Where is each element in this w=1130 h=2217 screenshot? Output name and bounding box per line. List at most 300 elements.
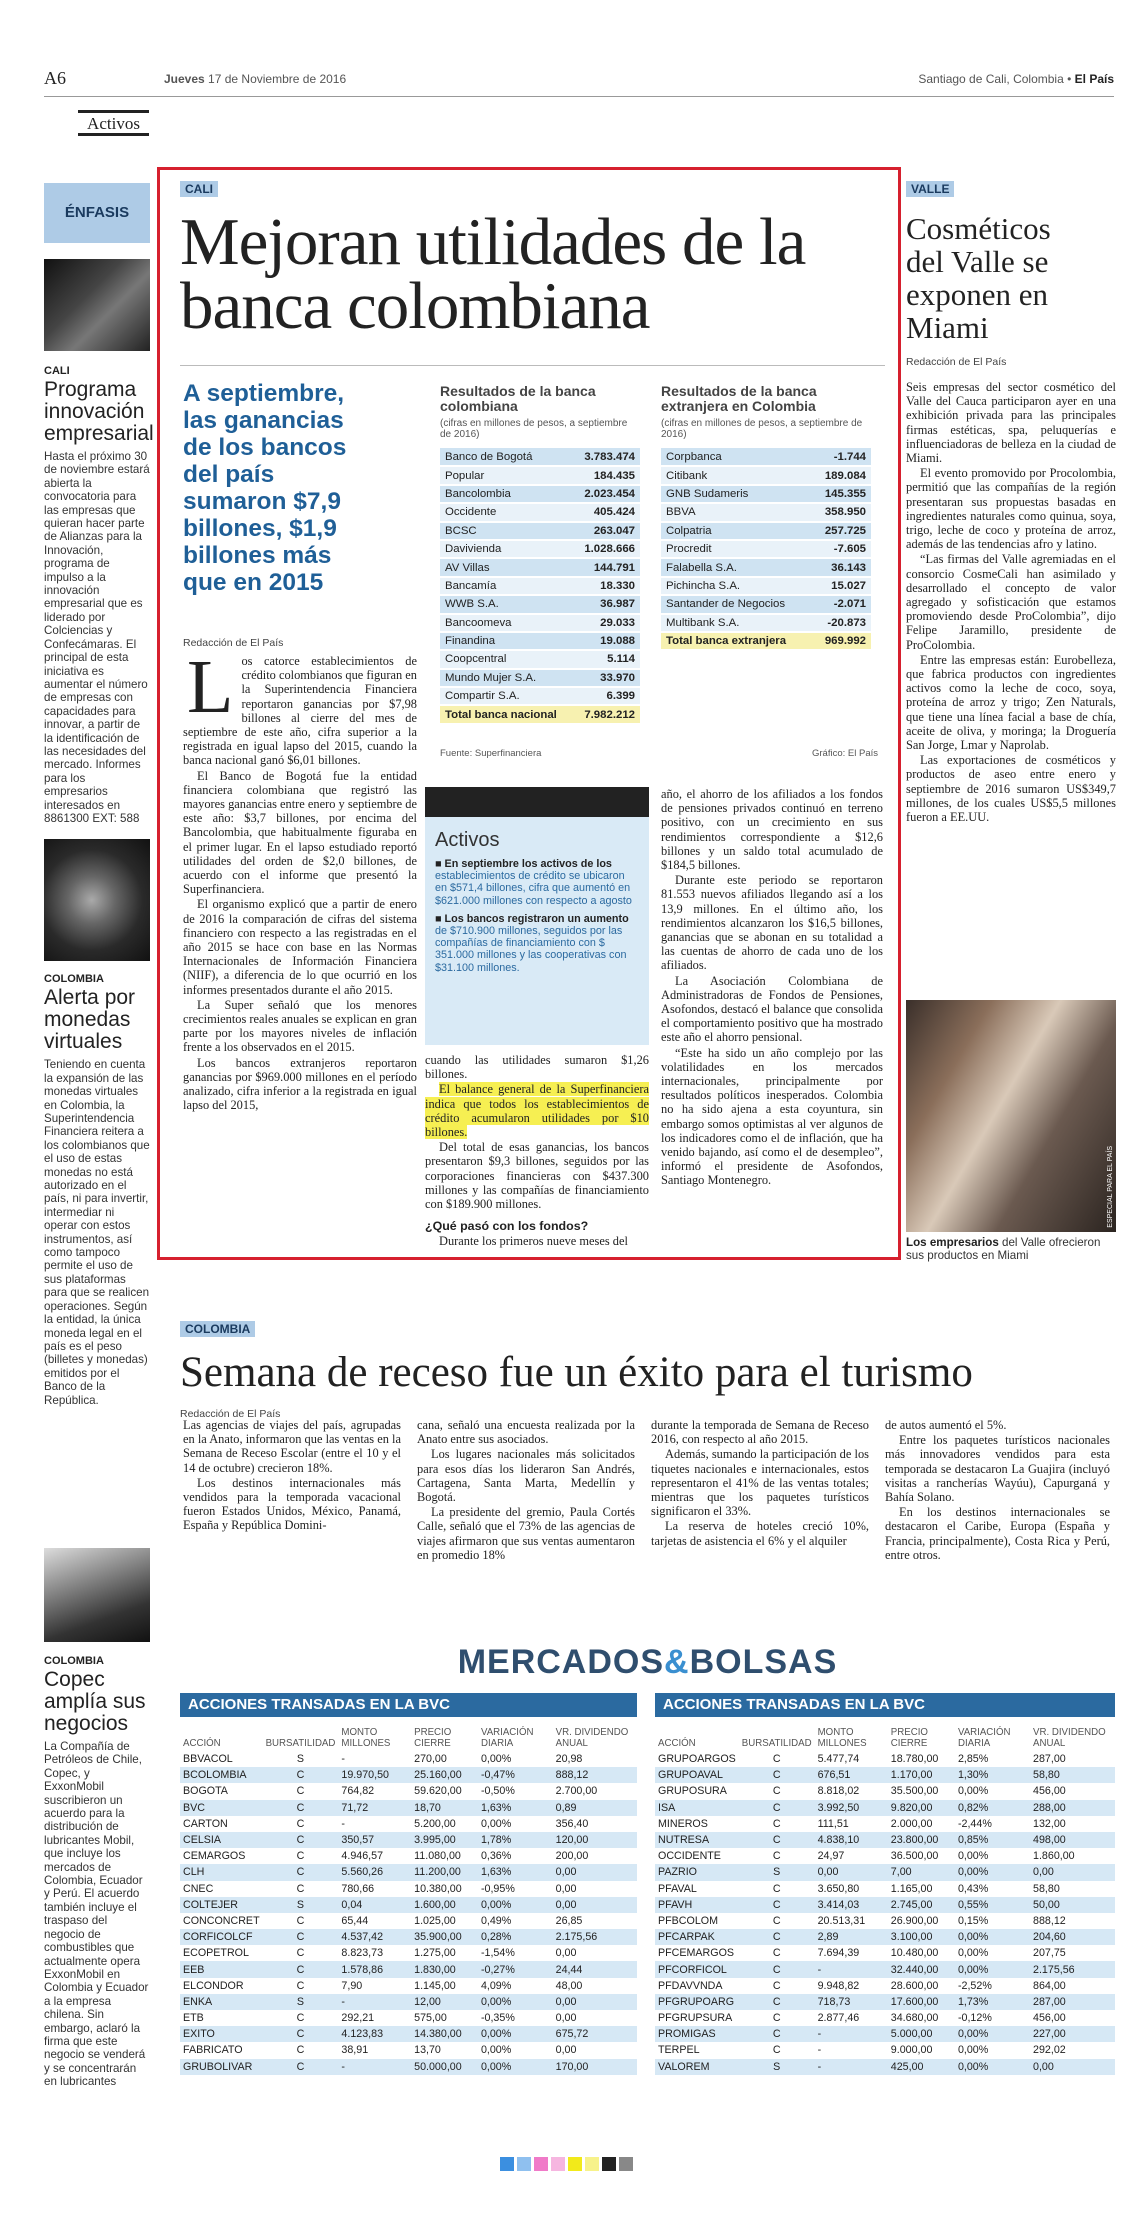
bank-value: 19.088	[573, 632, 640, 650]
stock-symbol: BVC	[180, 1800, 263, 1816]
stock-symbol: CEMARGOS	[183, 1850, 246, 1863]
bank-name: Davivienda	[440, 540, 573, 558]
stock-change: -0,35%	[480, 2012, 515, 2025]
sidebar-headline: Alerta por monedas virtuales	[44, 986, 136, 1054]
stock-liquidity: C	[739, 2026, 815, 2042]
stock-liquidity: C	[739, 1767, 815, 1783]
stock-amount: 0,04	[338, 1897, 411, 1913]
stock-dividend: 288,00	[1030, 1800, 1115, 1816]
right-byline: Redacción de El País	[906, 356, 1007, 368]
stock-change: -0,95%	[480, 1882, 515, 1895]
table-row	[440, 540, 640, 558]
stock-liquidity: C	[263, 1864, 339, 1880]
stock-liquidity: S	[739, 1864, 815, 1880]
stock-price: 17.600,00	[888, 1994, 955, 2010]
bank-name: AV Villas	[440, 558, 573, 576]
bank-value: 969.992	[812, 632, 871, 650]
markets-title	[180, 1643, 1115, 1682]
paragraph: El Banco de Bogotá fue la entidad financiera colombiana que registró las mayores ganancias entre enero y septiembre de este año: $3,7 billones, por encima del Bancolombia, que habitualmente figuraba en el primer lugar. En el lapso estudiado reportó utilidades del orden de $2,0 billones, de acuerdo con el informe que presentó la Superfinanciera.	[183, 768, 417, 897]
stock-change: 0,00%	[957, 1785, 989, 1798]
sidebar-headline: Programa innovación empresarial	[44, 378, 154, 445]
stock-row	[180, 1816, 637, 1832]
bank-name: Falabella S.A.	[661, 558, 812, 576]
paragraph: cuando las utilidades sumaron $1,26 billones.	[425, 1053, 649, 1082]
stock-dividend: 132,00	[1033, 1817, 1066, 1830]
stock-symbol: PFBCOLOM	[658, 1914, 718, 1927]
table-note: (cifras en millones de pesos, a septiembre de 2016)	[661, 418, 863, 440]
stock-change: -2,52%	[957, 1979, 992, 1992]
bank-name: Bancamía	[440, 577, 573, 595]
stock-change: 0,00%	[957, 1850, 989, 1863]
paragraph: durante la temporada de Semana de Receso 2016, con respecto al año 2015.	[651, 1418, 869, 1447]
stock-amount: 764,82	[341, 1785, 375, 1798]
paragraph: Seis empresas del sector cosmético del Valle del Cauca participaron ayer en una exhibición privada para las principales firmas estéticas, spa, peluquerías e influenciadoras de belleza en la ciudad de Miami.	[906, 380, 1116, 466]
color-swatch	[619, 2157, 633, 2171]
stock-price: 1.275,00	[414, 1947, 456, 1960]
stock-change: 0,43%	[957, 1882, 989, 1895]
column-header: ACCIÓN	[183, 1738, 221, 1749]
stock-price: 5.000,00	[888, 2026, 955, 2042]
bank-value: 257.725	[812, 522, 871, 540]
bank-name: Multibank S.A.	[661, 614, 812, 632]
stock-dividend: 675,72	[553, 2026, 637, 2042]
tourism-tag: COLOMBIA	[180, 1321, 255, 1337]
stock-amount: 676,51	[815, 1767, 888, 1783]
stock-amount: 7.694,39	[817, 1947, 860, 1960]
activos-lead: En septiembre los activos de los	[444, 858, 612, 870]
stock-price: 26.900,00	[890, 1914, 939, 1927]
stock-price: 35.500,00	[890, 1785, 939, 1798]
stock-symbol: PAZRIO	[655, 1864, 739, 1880]
column-header: BURSATILIDAD	[741, 1738, 812, 1749]
stock-symbol: PFAVAL	[658, 1882, 697, 1895]
stock-amount: -	[341, 1817, 345, 1830]
stock-row	[655, 1832, 1115, 1848]
bank-name: Finandina	[440, 632, 573, 650]
stock-dividend: 864,00	[1033, 1979, 1066, 1992]
paragraph: Del total de esas ganancias, los bancos presentaron $9,3 billones, seguidos por las corporaciones financieras con $437.300 millones y las compañías de financiamiento con $189.900 millones.	[425, 1140, 649, 1212]
stock-row	[655, 1816, 1115, 1832]
tourism-col-3	[651, 1418, 869, 1549]
stock-amount: 7,90	[341, 1979, 363, 1992]
stock-symbol: TERPEL	[658, 2044, 700, 2057]
stock-dividend: 207,75	[1033, 1947, 1066, 1960]
sidebar-photo-1	[44, 259, 150, 351]
stock-price: 13,70	[414, 2044, 441, 2057]
stock-amount: 71,72	[338, 1800, 411, 1816]
sidebar-photo-3	[44, 1548, 150, 1642]
stock-price: 575,00	[414, 2012, 447, 2025]
stock-liquidity: C	[739, 1961, 815, 1977]
table-row	[661, 503, 871, 521]
stock-row	[180, 1751, 637, 1767]
table-total-row	[661, 632, 871, 650]
stocks-table	[655, 1717, 1115, 2075]
stock-liquidity: C	[263, 1929, 339, 1945]
stock-change: 0,00%	[957, 2044, 989, 2057]
stock-dividend: 2.700,00	[555, 1785, 598, 1798]
stock-price: 10.380,00	[414, 1882, 462, 1895]
stock-change: 0,00%	[955, 1961, 1030, 1977]
table-row	[661, 614, 871, 632]
stock-change: 0,00%	[478, 2026, 553, 2042]
stock-dividend: 170,00	[553, 2059, 637, 2075]
stock-price: 2.745,00	[888, 1897, 955, 1913]
stock-dividend: 0,00	[1030, 2059, 1115, 2075]
stock-row	[655, 1994, 1115, 2010]
photo-credit: ESPECIAL PARA EL PAÍS	[1107, 1146, 1114, 1228]
table-row	[661, 485, 871, 503]
bank-name: Colpatria	[661, 522, 812, 540]
header-paper: El País	[1074, 72, 1114, 86]
table-total-row	[440, 705, 640, 723]
stock-dividend: 1.860,00	[1033, 1850, 1075, 1863]
paragraph: Entre las empresas están: Eurobelleza, que fabrica productos con ingredientes activos como la leche de coco, soya, proteína de arroz y trigo; Zen Naturals, que tiene una línea facial a base de chía, aceite de oliva, y moringa; la Droguería San Jorge, Lmar y Naprolab.	[906, 652, 1116, 753]
stock-change: 0,00%	[955, 2026, 1030, 2042]
stock-row	[180, 1929, 637, 1945]
table-row	[661, 540, 871, 558]
column-header: VARIACIÓN DIARIA	[480, 1727, 534, 1749]
stock-row	[180, 1800, 637, 1816]
paragraph: os catorce establecimientos de crédito colombianos que figuran en la Superintendencia Financiera reportaron ganancias por $7,98 billones al cierre del mes de septiembre de este año, cifra superior a la registrada en igual lapso del 2015, cuando la banca nacional ganó $6,01 billones.	[183, 654, 417, 768]
table-row	[661, 522, 871, 540]
stock-change: 0,00%	[957, 1947, 989, 1960]
table-source: Fuente: Superfinanciera	[440, 748, 542, 759]
stock-change: 1,63%	[478, 1864, 553, 1880]
table-row	[440, 503, 640, 521]
table-row	[440, 687, 640, 705]
bank-name: Occidente	[440, 503, 573, 521]
bank-name: Bancoomeva	[440, 614, 573, 632]
stock-change: 4,09%	[480, 1979, 512, 1992]
stock-price: 1.165,00	[890, 1882, 933, 1895]
stock-row	[655, 1945, 1115, 1961]
stock-amount: 350,57	[338, 1832, 411, 1848]
stock-dividend: 50,00	[1030, 1897, 1115, 1913]
bank-name: Coopcentral	[440, 650, 573, 668]
stock-liquidity: C	[263, 1800, 339, 1816]
sidebar-body: La Compañía de Petróleos de Chile, Copec, y ExxonMobil suscribieron un acuerdo para la distribución de lubricantes Mobil, que incluye los mercados de Colombia, Ecuador y Perú. El acuerdo también incluye el traspaso del negocio de combustibles que actualmente opera ExxonMobil en Colombia y Ecuador a la empresa chilena. Sin embargo, aclaró la firma que este negocio se venderá y se concentrarán en lubricantes	[44, 1740, 149, 2089]
stock-liquidity: C	[263, 1767, 339, 1783]
stock-symbol: FABRICATO	[183, 2044, 243, 2057]
column-header: ACCIÓN	[658, 1738, 696, 1749]
bank-table-national	[440, 384, 640, 725]
table-row	[440, 558, 640, 576]
stock-symbol: EEB	[180, 1961, 263, 1977]
stock-liquidity: C	[739, 1897, 815, 1913]
stock-liquidity: C	[263, 2059, 339, 2075]
stock-change: -1,54%	[480, 1947, 515, 1960]
stock-price: 36.500,00	[890, 1850, 939, 1863]
stock-row	[655, 1897, 1115, 1913]
stock-liquidity: C	[296, 1785, 305, 1798]
stock-symbol: CLH	[180, 1864, 263, 1880]
paragraph: La presidente del gremio, Paula Cortés Calle, señaló que el 73% de las agencias de viajes afirmaron que sus ventas aumentaron en promedio 18%	[417, 1505, 635, 1562]
stock-price: 28.600,00	[890, 1979, 939, 1992]
bank-value: 263.047	[573, 522, 640, 540]
markets-table-title: ACCIONES TRANSADAS EN LA BVC	[180, 1693, 637, 1717]
tourism-col-4	[885, 1418, 1110, 1563]
column-header: PRECIO CIERRE	[890, 1727, 928, 1749]
stock-symbol: ETB	[183, 2012, 204, 2025]
stock-symbol: OCCIDENTE	[658, 1850, 721, 1863]
stock-amount: 4.123,83	[338, 2026, 411, 2042]
stock-amount: 19.970,50	[338, 1767, 411, 1783]
stock-row	[655, 1783, 1115, 1799]
table-row	[661, 595, 871, 613]
stock-price: 7,00	[888, 1864, 955, 1880]
stock-liquidity: C	[296, 1882, 305, 1895]
stock-liquidity: C	[772, 2012, 781, 2025]
caption-bold: Los empresarios	[906, 1236, 999, 1249]
markets-left	[180, 1693, 637, 2075]
stock-dividend: 200,00	[555, 1850, 589, 1863]
bank-name: Corpbanca	[661, 448, 812, 466]
stock-amount: 20.513,31	[817, 1914, 866, 1927]
table-row	[440, 650, 640, 668]
color-swatch	[585, 2157, 599, 2171]
markets-table-title: ACCIONES TRANSADAS EN LA BVC	[655, 1693, 1115, 1717]
stock-dividend: 356,40	[555, 1817, 589, 1830]
stock-symbol: NUTRESA	[655, 1832, 739, 1848]
stock-change: 0,28%	[478, 1929, 553, 1945]
stock-price: 18,70	[411, 1800, 478, 1816]
column-header: VR. DIVIDENDO ANUAL	[1033, 1727, 1106, 1749]
stock-dividend: 2.175,56	[1030, 1961, 1115, 1977]
column-header: PRECIO CIERRE	[414, 1727, 452, 1749]
stock-amount: 2,89	[815, 1929, 888, 1945]
stock-amount: 111,51	[817, 1817, 849, 1830]
highlighted-text: El balance general de la Superfinanciera indica que todos los establecimientos de crédito acumularon utilidades por $10 billones.	[425, 1082, 649, 1140]
main-headline-rule	[180, 365, 885, 366]
sidebar-photo-2	[44, 839, 150, 961]
stock-row	[655, 2026, 1115, 2042]
stock-dividend: 287,00	[1033, 1753, 1066, 1766]
bank-value: -1.744	[812, 448, 871, 466]
bank-value: 36.143	[812, 558, 871, 576]
bank-value: -7.605	[812, 540, 871, 558]
stock-change: -0,27%	[478, 1961, 553, 1977]
stock-liquidity: C	[296, 2012, 305, 2025]
stock-row	[655, 1767, 1115, 1783]
stock-row	[655, 1961, 1115, 1977]
stock-price: 14.380,00	[411, 2026, 478, 2042]
bank-name: Total banca extranjera	[661, 632, 812, 650]
stock-price: 35.900,00	[411, 1929, 478, 1945]
stock-dividend: 888,12	[1033, 1914, 1066, 1927]
stock-liquidity: C	[772, 1753, 781, 1766]
stock-dividend: 20,98	[555, 1753, 583, 1766]
stock-price: 10.480,00	[890, 1947, 939, 1960]
stock-liquidity: C	[772, 1850, 781, 1863]
stock-change: -0,47%	[478, 1767, 553, 1783]
main-byline: Redacción de El País	[183, 637, 284, 649]
table-row	[440, 632, 640, 650]
stock-price: 270,00	[414, 1753, 447, 1766]
stock-amount: 780,66	[341, 1882, 375, 1895]
main-article	[180, 180, 885, 343]
stock-row	[180, 1994, 637, 2010]
color-swatch	[517, 2157, 531, 2171]
stock-dividend: 24,44	[553, 1961, 637, 1977]
stock-symbol: MINEROS	[658, 1817, 708, 1830]
stock-liquidity: C	[263, 1832, 339, 1848]
sidebar-item-1	[44, 365, 154, 825]
stock-row	[655, 1913, 1115, 1929]
stock-change: 1,63%	[478, 1800, 553, 1816]
stock-liquidity: S	[263, 1994, 339, 2010]
stock-dividend: 0,00	[1030, 1864, 1115, 1880]
stock-change: 0,00%	[478, 1897, 553, 1913]
section-label: Activos	[78, 110, 149, 136]
main-col-1	[183, 645, 417, 1114]
dropcap: L	[187, 645, 234, 729]
stock-symbol: ISA	[655, 1800, 739, 1816]
stock-symbol: GRUBOLIVAR	[180, 2059, 263, 2075]
activos-title: Activos	[435, 829, 500, 851]
stock-symbol: PFAVH	[655, 1897, 739, 1913]
bank-table	[440, 448, 640, 725]
main-col-3	[661, 787, 883, 1189]
tourism-article	[180, 1320, 1115, 1420]
color-swatch	[551, 2157, 565, 2171]
stock-price: 2.000,00	[890, 1817, 933, 1830]
stock-dividend: 227,00	[1030, 2026, 1115, 2042]
activos-lead: Los bancos registraron un aumento	[444, 912, 629, 925]
stock-price: 1.025,00	[414, 1914, 456, 1927]
stock-amount: 8.823,73	[341, 1947, 384, 1960]
bank-name: Pichincha S.A.	[661, 577, 812, 595]
stock-change: 0,00%	[478, 2059, 553, 2075]
markets-amp: &	[664, 1643, 690, 1681]
stock-row	[655, 1800, 1115, 1816]
stock-symbol: COLTEJER	[180, 1897, 263, 1913]
stock-change: 1,78%	[478, 1832, 553, 1848]
bank-value: 1.028.666	[573, 540, 640, 558]
stock-row	[180, 1832, 637, 1848]
bank-name: Bancolombia	[440, 485, 573, 503]
bank-value: 184.435	[573, 466, 640, 484]
table-row	[661, 466, 871, 484]
paragraph: “Las firmas del Valle agremiadas en el consorcio CosmeCali han asimilado y desarrollado el concepto de valor agregado y sofisticación que estamos promoviendo desde ProColombia”, dijo Felipe Jaramillo, presidente de ProColombia.	[906, 552, 1116, 652]
stock-row	[180, 2010, 637, 2026]
stock-amount: 2.877,46	[817, 2012, 860, 2025]
table-note: (cifras en millones de pesos, a septiembre de 2016)	[440, 418, 628, 440]
stock-amount: 4.946,57	[341, 1850, 384, 1863]
header-rule	[44, 96, 1114, 97]
stock-price: 18.780,00	[890, 1753, 939, 1766]
stock-change: 0,00%	[480, 1817, 512, 1830]
tourism-col-2	[417, 1418, 635, 1563]
table-row	[440, 614, 640, 632]
main-col-2	[425, 1053, 649, 1250]
main-headline: Mejoran utilidades de la banca colombiana	[180, 205, 806, 343]
bank-value: 144.791	[573, 558, 640, 576]
markets-title-a: MERCADOS	[457, 1643, 665, 1681]
bank-name: Citibank	[661, 466, 812, 484]
stock-dividend: 0,00	[553, 1994, 637, 2010]
stock-price: 34.680,00	[890, 2012, 939, 2025]
bank-table	[661, 448, 871, 651]
stock-amount: 3.992,50	[815, 1800, 888, 1816]
stock-row	[180, 1783, 637, 1799]
stock-row	[180, 1864, 637, 1880]
stock-change: 1,30%	[955, 1767, 1030, 1783]
stock-liquidity: C	[772, 1914, 781, 1927]
paragraph: En los destinos internacionales se destacaron el Caribe, Europa (España y Francia, principalmente), Costa Rica y Perú, entre otros.	[885, 1505, 1110, 1562]
bank-value: 18.330	[573, 577, 640, 595]
stock-change: 0,00%	[955, 1864, 1030, 1880]
color-swatch	[534, 2157, 548, 2171]
stock-symbol: CARTON	[183, 1817, 228, 1830]
stock-symbol: EXITO	[180, 2026, 263, 2042]
stock-dividend: 498,00	[1030, 1832, 1115, 1848]
paragraph: cana, señaló una encuesta realizada por la Anato entre sus asociados.	[417, 1418, 635, 1447]
bank-name: Mundo Mujer S.A.	[440, 669, 573, 687]
stock-amount: 1.578,86	[338, 1961, 411, 1977]
paragraph: Las exportaciones de cosméticos y productos de aseo entre enero y septiembre de 2016 sumaron US$349,7 millones, de los cuales US$5,5 millones fueron a EE.UU.	[906, 753, 1116, 825]
stock-dividend: 120,00	[553, 1832, 637, 1848]
stock-liquidity: C	[772, 1947, 781, 1960]
stock-row	[180, 1913, 637, 1929]
bank-name: BCSC	[440, 522, 573, 540]
right-caption	[906, 1236, 1116, 1263]
stock-liquidity: C	[739, 1929, 815, 1945]
stock-symbol: ELCONDOR	[183, 1979, 244, 1992]
stock-row	[180, 2042, 637, 2058]
stock-amount: 4.838,10	[815, 1832, 888, 1848]
bank-name: Popular	[440, 466, 573, 484]
stock-amount: -	[817, 2044, 822, 2057]
stock-liquidity: C	[296, 1850, 305, 1863]
bank-value: 358.950	[812, 503, 871, 521]
column-header: MONTO MILLONES	[817, 1727, 867, 1749]
stock-price: 3.100,00	[888, 1929, 955, 1945]
stock-liquidity: C	[263, 1961, 339, 1977]
stock-change: 0,00%	[480, 2044, 512, 2057]
stock-liquidity: C	[296, 1979, 305, 1992]
stock-change: 2,85%	[957, 1753, 989, 1766]
header-day: Jueves	[164, 72, 205, 86]
stock-liquidity: C	[296, 1817, 305, 1830]
stock-amount: 3.650,80	[817, 1882, 860, 1895]
bank-value: 29.033	[573, 614, 640, 632]
paragraph: Entre los paquetes turísticos nacionales más innovadores vendidos para esta temporada se destacaron La Guajira (incluyó visitas a rancherías Wayúu), Capurganá y Bahía Solano.	[885, 1433, 1110, 1505]
tourism-headline: Semana de receso fue un éxito para el turismo	[180, 1349, 973, 1396]
stock-symbol: CONCONCRET	[183, 1914, 260, 1927]
bank-value: 5.114	[573, 650, 640, 668]
stock-change: -2,44%	[957, 1817, 992, 1830]
stock-price: 1.170,00	[888, 1767, 955, 1783]
stock-liquidity: C	[296, 2044, 305, 2057]
right-photo	[906, 1000, 1116, 1232]
paragraph: Los lugares nacionales más solicitados para esos días los lideraron San Andrés, Cartagena, Santa Marta, Medellín y Bogotá.	[417, 1447, 635, 1505]
stock-dividend: 0,00	[555, 1882, 577, 1895]
stock-dividend: 292,02	[1033, 2044, 1066, 2057]
stock-row	[180, 2059, 637, 2075]
stock-price: 11.200,00	[411, 1864, 478, 1880]
stock-row	[655, 1881, 1115, 1897]
stock-row	[655, 2042, 1115, 2058]
stock-symbol: GRUPOARGOS	[658, 1753, 736, 1766]
paragraph: El organismo explicó que a partir de enero de 2016 la comparación de cifras del sistema financiero con respecto a las registradas en el año 2015 se hace con base en las Normas Internacionales de Información Financiera (NIIF), a diferencia de lo que ocurrió en los informes presentados durante el año 2015.	[183, 897, 417, 997]
bank-name: BBVA	[661, 503, 812, 521]
bank-value: 145.355	[812, 485, 871, 503]
stock-change: 0,36%	[480, 1850, 512, 1863]
stock-amount: 0,00	[815, 1864, 888, 1880]
stock-row	[655, 2059, 1115, 2075]
sidebar-item-3	[44, 1655, 150, 2089]
